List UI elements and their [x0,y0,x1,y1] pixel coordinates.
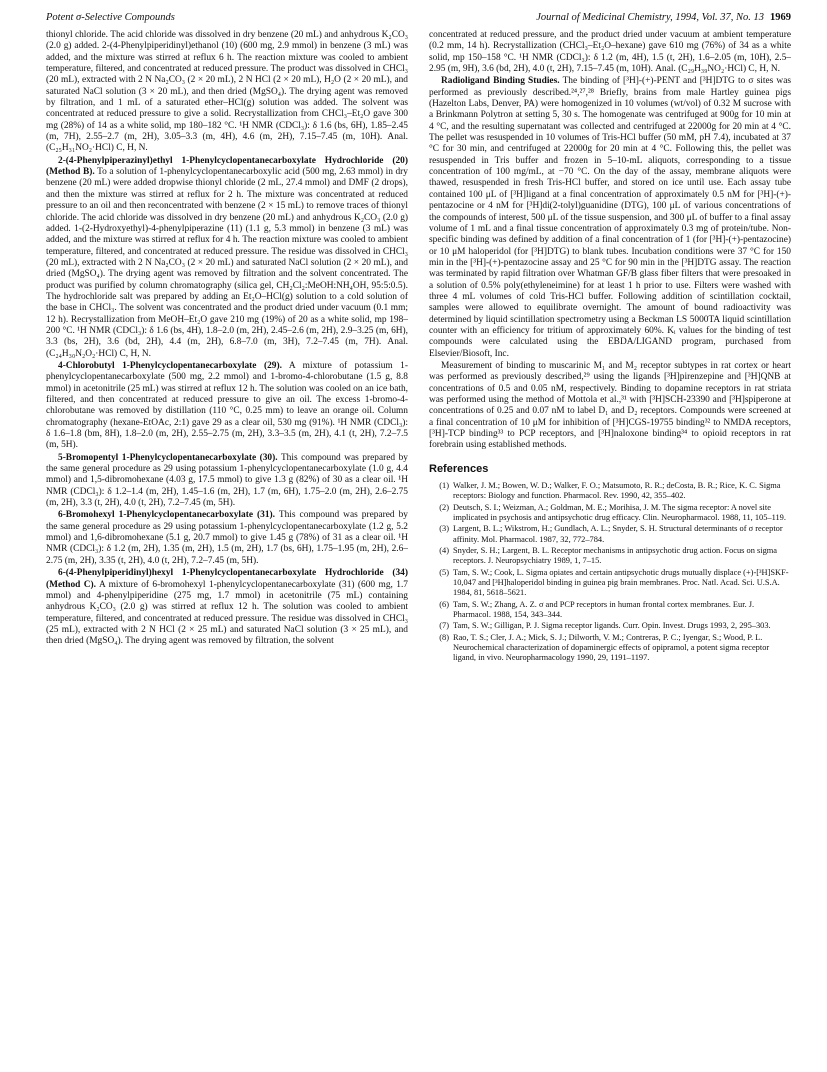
reference-text: Rao, T. S.; Cler, J. A.; Mick, S. J.; Dilworth, V. M.; Contreras, P. C.; Iyengar, S.; Wood, P. L. Neurochemical characterization of dopaminergic effects of opipramol, a potent sigma receptor ligand, in vivo. Neuropharmacology 1990, 29, 1191–1197. [453,632,770,663]
paragraph-text: A mixture of potassium 1-phenylcyclopentanecarboxylate (500 mg, 2.2 mmol) and 1-bromo-4-chlorobutane (1.5 g, 8.8 mmol) in acetonitrile (25 mL) was stirred at reflux 12 h. The solution was cooled on an ice bath, filtered, and then concentrated at reduced pressure to give an oil. The excess 1-bromo-4-chlorobutane was removed by distillation (110 °C, 0.25 mm) to leave an orange oil. Column chromatography (hexane-EtOAc, 2:1) gave 29 as a clear oil, 530 mg (91%). ¹H NMR (CDCl₃): δ 1.6–1.8 (bm, 8H), 1.8–2.0 (m, 2H), 2.55–2.75 (m, 2H), 3.3–3.5 (m, 2H), 4.1 (t, 2H), 7.2–7.5 (m, 5H). [46,360,408,451]
journal-citation [536,12,791,23]
left-column [46,30,408,648]
reference-text: Deutsch, S. I.; Weizman, A.; Goldman, M. E.; Morihisa, J. M. The sigma receptor: A novel site implicated in psychosis and antipsychotic drug efficacy. Clin. Neuropharmacol. 1988, 11, 105–119. [453,502,786,522]
paragraph-text: thionyl chloride. The acid chloride was dissolved in dry benzene (20 mL) and anhydrous K₂CO₃ (2.0 g) added. 2-(4-Phenylpiperidinyl)ethanol (10) (600 mg, 2.9 mmol) in benzene (3 mL) was added, and the mixture was stirred at reflux 6 h. The reaction mixture was cooled to ambient temperature, filtered, and concentrated at reduced pressure. The product was dissolved in CHCl₃ (20 mL), extracted with 2 N Na₂CO₃ (2 × 20 mL), 2 N HCl (2 × 20 mL), H₂O (2 × 20 mL), and saturated NaCl solution (3 × 20 mL), and then dried (MgSO₄). The drying agent was removed by filtration, and 1 mL of a saturated ether–HCl(g) solution was added. The solvent was concentrated at reduced pressure to give a solid. Recrystallization from CHCl₃–Et₂O gave 300 mg (28%) of 14 as a white solid, mp 180–182 °C. ¹H NMR (CDCl₃): δ 1.6 (bs, 6H), 1.85–2.45 (m, 7H), 2.55–2.7 (m, 2H), 3.05–3.3 (m, 4H), 4.6 (m, 2H), 7.15–7.45 (m, 10H). Anal. (C₂₅H₃₁NO₂·HCl) C, H, N. [46,30,408,154]
paragraph [46,453,408,510]
paragraph-text: concentrated at reduced pressure, and the product dried under vacuum at ambient temperature (0.2 mm, 14 h). Recrystallization (CHCl₃–Et₂O–hexane) gave 610 mg (76%) of 34 as a white solid, mp 150–158 °C. ¹H NMR (CDCl₃): δ 1.2 (m, 4H), 1.5 (t, 2H), 1.6–2.05 (m, 10H), 2.5–2.95 (m, 9H), 3.6 (bd, 2H), 4.0 (t, 2H), 7.15–7.45 (m, 10H). Anal. (C₂₉H₃₉NO₂·HCl) C, H, N. [429,30,791,75]
reference-item [429,600,791,620]
paragraph [46,568,408,647]
reference-text: Tam, S. W.; Zhang, A. Z. σ and PCP receptors in human frontal cortex membranes. Eur. J. Pharmacol. 1988, 154, 343–344. [453,599,755,619]
paragraph-text: The binding of [³H]-(+)-PENT and [³H]DTG to σ sites was performed as previously described.²⁴,²⁷,²⁸ Briefly, brains from male Hartley guinea pigs (Hazelton Labs, Denver, PA) were homogenized in 10 volumes (wt/vol) of 0.32 M sucrose with a Brinkmann Polytron at setting 5, 30 s. The homogenate was centrifuged at 900g for 10 min at 4 °C, and the resulting supernatant was collected and centrifuged at 22000g for 20 min at 4 °C. The pellet was resuspended in 10 volumes of Tris-HCl buffer (50 mM, pH 7.4), incubated at 37 °C for 30 min, and centrifuged at 22000g for 20 min at 4 °C. Following this, the pellet was resuspended in Tris buffer and frozen in 5–10-mL aliquots, corresponding to a tissue concentration of 100 mg/mL, at −70 °C. On the day of the assay, membrane aliquots were thawed, resuspended in fresh Tris-HCl buffer, and stored on ice until use. Each assay tube contained 100 μL of [³H]ligand at a final concentration of approximately 0.5 nM for [³H]-(+)-pentazocine or 4 nM for [³H]di(2-tolyl)guanidine (DTG), 100 μL of various concentrations of the compounds of interest, 500 μL of the tissue suspension, and 300 μL of buffer to a final assay volume of 1 mL and a final tissue concentration of approximately 0.3 mg of protein/tube. Non-specific binding was defined by addition of a final concentration of 1 (for [³H]-(+)-pentazocine) or 10 μM haloperidol (for [³H]DTG) to blank tubes. Incubation conditions were 37 °C for 150 min in the [³H]-(+)-pentazocine assay and 25 °C for 90 min in the [³H]DTG assay. The reaction was terminated by rapid filtration over Whatman GF/B glass fiber filters that were presoaked in a solution of 0.5% poly(ethyleneimine) for at least 1 h prior to use. Filters were washed with three 4 mL volumes of cold Tris-HCl buffer. Following addition of scintillation cocktail, samples were allowed to equilibrate overnight. The amount of bound radioactivity was determined by liquid scintillation spectrometry using a Beckman LS 5000TA liquid scintillation counter with an efficiency for tritium of approximately 60%. Kᵢ values for the binding of test compounds were calculated using the EBDA/LIGAND program, purchased from Elsevier/Biosoft, Inc. [429,76,791,359]
reference-item [429,524,791,544]
paragraph [46,30,408,155]
paragraph-text: This compound was prepared by the same general procedure as 29 using potassium 1-phenylcyclopentanecarboxylate (1.0 g, 4.4 mmol) and 1,5-dibromohexane (4.03 g, 17.5 mmol) to give 1.3 g (82%) of 30 as a clear oil. ¹H NMR (CDCl₃): δ 1.2–1.4 (m, 2H), 1.45–1.6 (m, 2H), 1.7 (m, 6H), 1.75–2.0 (m, 2H), 2.6–2.75 (m, 2H), 3.3 (t, 2H), 4.0 (t, 2H), 7.2–7.45 (m, 5H). [46,452,408,509]
journal-name: Journal of Medicinal Chemistry, 1994, Vol. 37, No. 13 [536,12,764,23]
reference-number: (1) [439,481,449,491]
section-heading: 5-Bromopentyl 1-Phenylcyclopentanecarboxylate (30). [58,452,278,463]
reference-list [429,481,791,663]
reference-item [429,546,791,566]
reference-item [429,481,791,501]
paragraph [46,510,408,567]
paragraph-text: Measurement of binding to muscarinic M₁ and M₂ receptor subtypes in rat cortex or heart was performed as previously described,²⁹ using the ligands [³H]pirenzepine and [³H]QNB at concentrations of 0.5 and 0.05 nM, respectively. Binding to dopamine receptors in rat striata was performed using the method of Mottola et al.,³¹ with [³H]SCH-23390 and [³H]spiperone at concentrations of 0.25 and 0.07 nM to label D₁ and D₂ receptors. Compounds were screened at a final concentration of 10 μM for inhibition of [³H]CGS-19755 binding³² to NMDA receptors, [³H]-TCP binding³³ to PCP receptors, and [³H]naloxone binding³⁴ to opioid receptors in rat forebrain using established methods. [429,360,791,451]
paragraph-text: To a solution of 1-phenylcyclopentanecarboxylic acid (500 mg, 2.63 mmol) in dry benzene (20 mL) were added dropwise thionyl chloride (2 mL, 27.4 mmol) and DMF (2 drops), and then the mixture was stirred at reflux for 2 h. The mixture was concentrated at reduced pressure to an oil and then reconcentrated with benzene (2 × 15 mL) to remove traces of thionyl chloride. The acid chloride was dissolved in dry benzene (20 mL) and anhydrous K₂CO₃ (2.0 g) added. 1-(2-Hydroxyethyl)-4-phenylpiperazine (11) (1.1 g, 5.3 mmol) in benzene (3 mL) was added, and the mixture was stirred at reflux for 4 h. The reaction mixture was cooled to ambient temperature, filtered, and concentrated at reduced pressure. The residue was dissolved in CHCl₃ (20 mL), extracted with 2 N Na₂CO₃ (2 × 20 mL) and saturated NaCl solution (2 × 20 mL), and dried (MgSO₄). The drying agent was removed by filtration and the solvent concentrated. The product was purified by column chromatography (silica gel, CH₂Cl₂:MeOH:NH₄OH, 95:5:0.5). The hydrochloride salt was prepared by adding an Et₂O–HCl(g) solution to a cold solution of the base in CHCl₃. The solvent was concentrated and the product dried under vacuum (0.1 mm; 12 h). Recrystallization from MeOH–Et₂O gave 210 mg (19%) of 20 as a white solid, mp 198–200 °C. ¹H NMR (CDCl₃): δ 1.6 (bs, 4H), 1.8–2.0 (m, 2H), 2.45–2.6 (m, 2H), 2.9–3.25 (m, 6H), 3.3 (bs, 2H), 3.6 (bd, 2H), 4.4 (m, 2H), 6.8–7.0 (m, 3H), 7.2–7.45 (m, 7H). Anal. (C₂₄H₃₀N₂O₂·HCl) C, H, N. [46,167,408,359]
paragraph-text: A mixture of 6-bromohexyl 1-phenylcyclopentanecarboxylate (31) (600 mg, 1.7 mmol) and 4-phenylpiperidine (275 mg, 1.7 mmol) in acetonitrile (75 mL) containing anhydrous K₂CO₃ (2.0 g) was stirred at reflux 12 h. The solution was cooled to ambient temperature, filtered, and concentrated at reduced pressure. The residue was dissolved in CHCl₃ (25 mL), extracted with 2 N HCl (2 × 25 mL) and saturated NaCl solution (3 × 25 mL), and then dried (MgSO₄). The drying agent was removed by filtration, the solvent [46,579,408,647]
reference-text: Walker, J. M.; Bowen, W. D.; Walker, F. O.; Matsumoto, R. R.; deCosta, B. R.; Rice, K. C. Sigma receptors: Biology and function. Pharmacol. Rev. 1990, 42, 355–402. [453,481,781,501]
paragraph [429,30,791,75]
reference-item [429,503,791,523]
section-heading: Radioligand Binding Studies. [441,76,560,87]
reference-number: (4) [439,546,449,556]
paragraph-text: This compound was prepared by the same general procedure as 29 using potassium 1-phenylcyclopentanecarboxylate (1.2 g, 5.2 mmol) and 1,6-dibromohexane (5.1 g, 20.7 mmol) to give 1.45 g (78%) of 31 as a clear oil. ¹H NMR (CDCl₃): δ 1.2 (m, 2H), 1.35 (m, 2H), 1.5 (m, 2H), 1.7 (bs, 6H), 1.75–1.95 (m, 2H), 2.6–2.75 (m, 2H), 3.35 (t, 2H), 4.0 (t, 2H), 7.2–7.45 (m, 5H). [46,510,408,566]
reference-item [429,633,791,663]
section-heading: 2-(4-Phenylpiperazinyl)ethyl 1-Phenylcyclopentanecarboxylate Hydrochloride (20) (Method B). [46,155,408,178]
running-header [46,12,791,26]
reference-item [429,621,791,631]
reference-number: (7) [439,621,449,631]
reference-item [429,568,791,598]
references-heading: References [429,462,489,475]
section-heading: 4-Chlorobutyl 1-Phenylcyclopentanecarboxylate (29). [58,360,282,371]
reference-text: Snyder, S. H.; Largent, B. L. Receptor mechanisms in antipsychotic drug action. Focus on sigma receptors. J. Neuropsychiatry 1989, 1, 7–15. [453,546,777,566]
reference-number: (6) [439,599,449,609]
reference-number: (8) [439,632,449,642]
reference-number: (2) [439,502,449,512]
paragraph [429,361,791,452]
reference-text: Tam, S. W.; Cook, L. Sigma opiates and certain antipsychotic drugs mutually displace (+)-[³H]SKF-10,047 and [³H]haloperidol binding in guinea pig brain membranes. Proc. Natl. Acad. Sci. U.S.A. 1984, 81, 5618–5621. [453,567,789,597]
paragraph [46,361,408,452]
reference-text: Largent, B. L.; Wikstrom, H.; Gundlach, A. L.; Snyder, S. H. Structural determinants of σ receptor affinity. Mol. Pharmacol. 1987, 32, 772–784. [453,524,783,544]
right-column [429,30,791,665]
paragraph [46,156,408,360]
section-heading: 6-Bromohexyl 1-Phenylcyclopentanecarboxylate (31). [58,510,275,521]
paragraph [429,76,791,360]
section-heading: 6-(4-Phenylpiperidinyl)hexyl 1-Phenylcyclopentanecarboxylate Hydrochloride (34) (Method C). [46,568,408,590]
page-number: 1969 [770,12,791,23]
reference-number: (3) [439,524,449,534]
reference-text: Tam, S. W.; Gilligan, P. J. Sigma receptor ligands. Curr. Opin. Invest. Drugs 1993, 2, 295–303. [453,621,771,631]
running-title: Potent σ-Selective Compounds [46,12,175,23]
reference-number: (5) [439,567,449,577]
